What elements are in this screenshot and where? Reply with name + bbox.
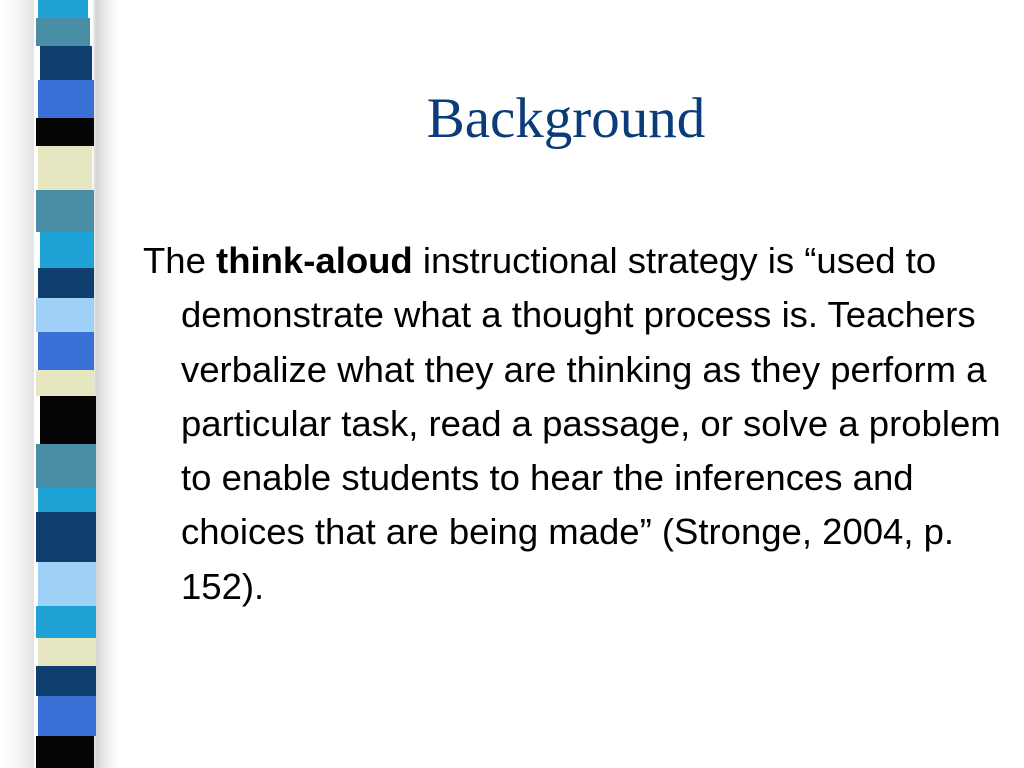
stripe-14 — [36, 444, 96, 488]
stripe-8 — [40, 232, 94, 268]
stripe-3 — [40, 46, 92, 80]
stripe-column — [36, 0, 96, 768]
body-prefix: The — [143, 240, 217, 281]
stripe-17 — [38, 562, 96, 606]
stripe-9 — [38, 268, 94, 298]
stripe-15 — [38, 488, 96, 512]
stripe-5 — [36, 118, 94, 146]
stripe-10 — [36, 298, 94, 332]
stripe-4 — [38, 80, 94, 118]
body-paragraph — [143, 234, 1024, 614]
stripe-19 — [38, 638, 96, 666]
decorative-stripe-bar — [0, 0, 118, 768]
stripe-22 — [36, 736, 94, 768]
stripe-1 — [38, 0, 88, 18]
stripe-6 — [38, 146, 92, 190]
body-rest: instructional strategy is “used to demonstrate what a thought process is. Teachers verbalize what they are thinking as they perform a particular task, read a passage, or solve a problem to enable students to hear the inferences and choices that are being made” (Stronge, 2004, p. 152). — [181, 240, 1001, 607]
stripe-7 — [36, 190, 94, 232]
slide-title: Background — [426, 87, 706, 150]
stripe-16 — [36, 512, 96, 562]
stripe-11 — [38, 332, 94, 370]
stripe-20 — [36, 666, 96, 696]
stripe-13 — [40, 396, 96, 444]
stripe-18 — [36, 606, 96, 638]
stripe-12 — [36, 370, 94, 396]
stripe-21 — [38, 696, 96, 736]
body-term-think-aloud: think-aloud — [216, 240, 413, 281]
stripe-2 — [36, 18, 90, 46]
